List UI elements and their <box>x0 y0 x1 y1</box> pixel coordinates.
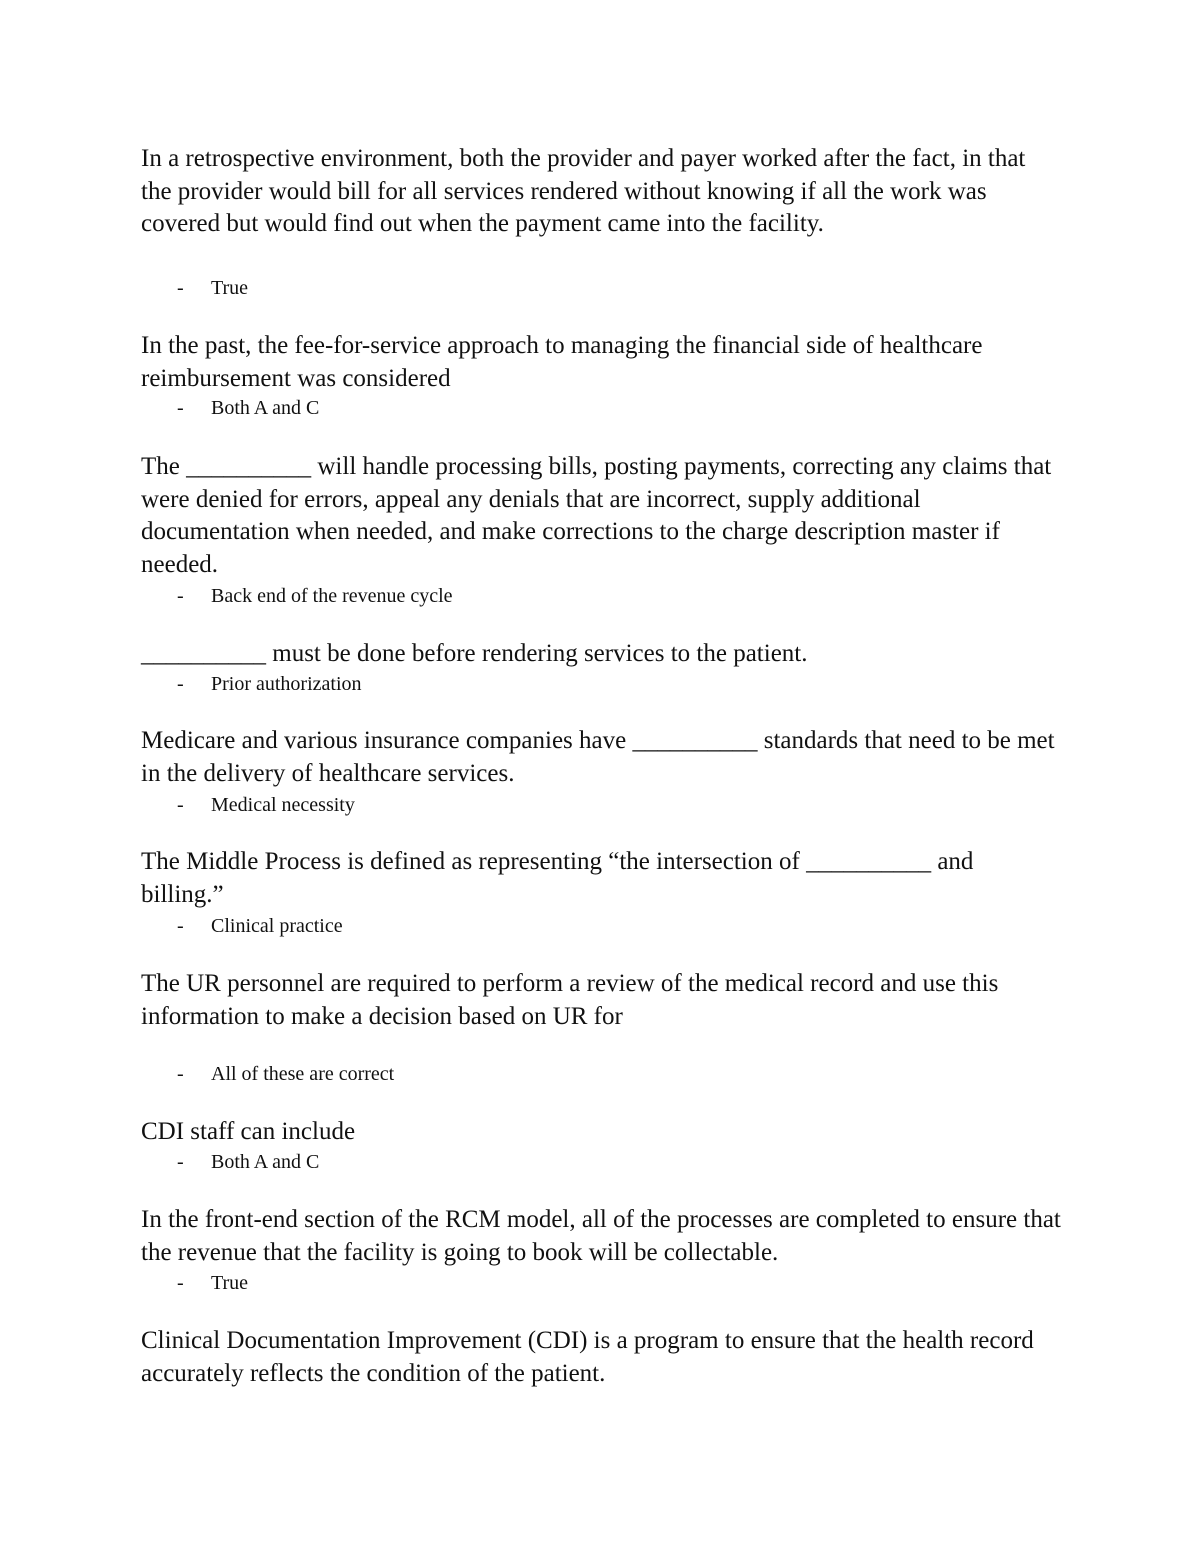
question-8: CDI staff can include <box>141 1118 356 1145</box>
answer-text: Back end of the revenue cycle <box>211 585 453 607</box>
bullet-dash: - <box>177 397 184 419</box>
bullet-dash: - <box>177 277 184 299</box>
question-9: In the front-end section of the RCM model, all of the processes are completed to ensure that the revenue that the facility is going to book will be collectable. <box>141 1206 1061 1266</box>
bullet-dash: - <box>177 673 184 695</box>
question-6: The Middle Process is defined as representing “the intersection of __________ and billing.” <box>141 848 974 908</box>
answer-6 <box>177 914 343 938</box>
answer-text: True <box>211 277 249 299</box>
answer-5 <box>177 793 355 817</box>
answer-2 <box>177 396 319 420</box>
answer-text: True <box>211 1272 249 1294</box>
answer-text: Medical necessity <box>211 794 355 816</box>
question-4: __________ must be done before rendering services to the patient. <box>141 640 808 667</box>
answer-text: Both A and C <box>211 1151 320 1173</box>
answer-text: All of these are correct <box>211 1063 395 1085</box>
bullet-dash: - <box>177 1063 184 1085</box>
question-2: In the past, the fee-for-service approach to managing the financial side of healthcare reimbursement was considered <box>141 332 983 392</box>
question-5: Medicare and various insurance companies have __________ standards that need to be met in the delivery of healthcare services. <box>141 727 1055 787</box>
answer-text: Both A and C <box>211 397 320 419</box>
bullet-dash: - <box>177 1151 184 1173</box>
answer-text: Clinical practice <box>211 915 343 937</box>
bullet-dash: - <box>177 585 184 607</box>
question-1: In a retrospective environment, both the provider and payer worked after the fact, in that the provider would bill for all services rendered without knowing if all the work was covered but would find out when the payment came into the facility. <box>141 145 1026 237</box>
answer-7 <box>177 1062 394 1086</box>
answer-text: Prior authorization <box>211 673 362 695</box>
question-7: The UR personnel are required to perform a review of the medical record and use this information to make a decision based on UR for <box>141 970 999 1030</box>
bullet-dash: - <box>177 915 184 937</box>
question-10: Clinical Documentation Improvement (CDI) is a program to ensure that the health record accurately reflects the condition of the patient. <box>141 1327 1034 1387</box>
bullet-dash: - <box>177 794 184 816</box>
answer-3 <box>177 584 453 608</box>
bullet-dash: - <box>177 1272 184 1294</box>
question-3: The __________ will handle processing bills, posting payments, correcting any claims that were denied for errors, appeal any denials that are incorrect, supply additional documentation when needed, and make corrections to the charge description master if needed. <box>141 453 1052 578</box>
answer-8 <box>177 1150 319 1174</box>
answer-9 <box>177 1271 248 1295</box>
answer-1 <box>177 276 248 300</box>
answer-4 <box>177 672 362 696</box>
